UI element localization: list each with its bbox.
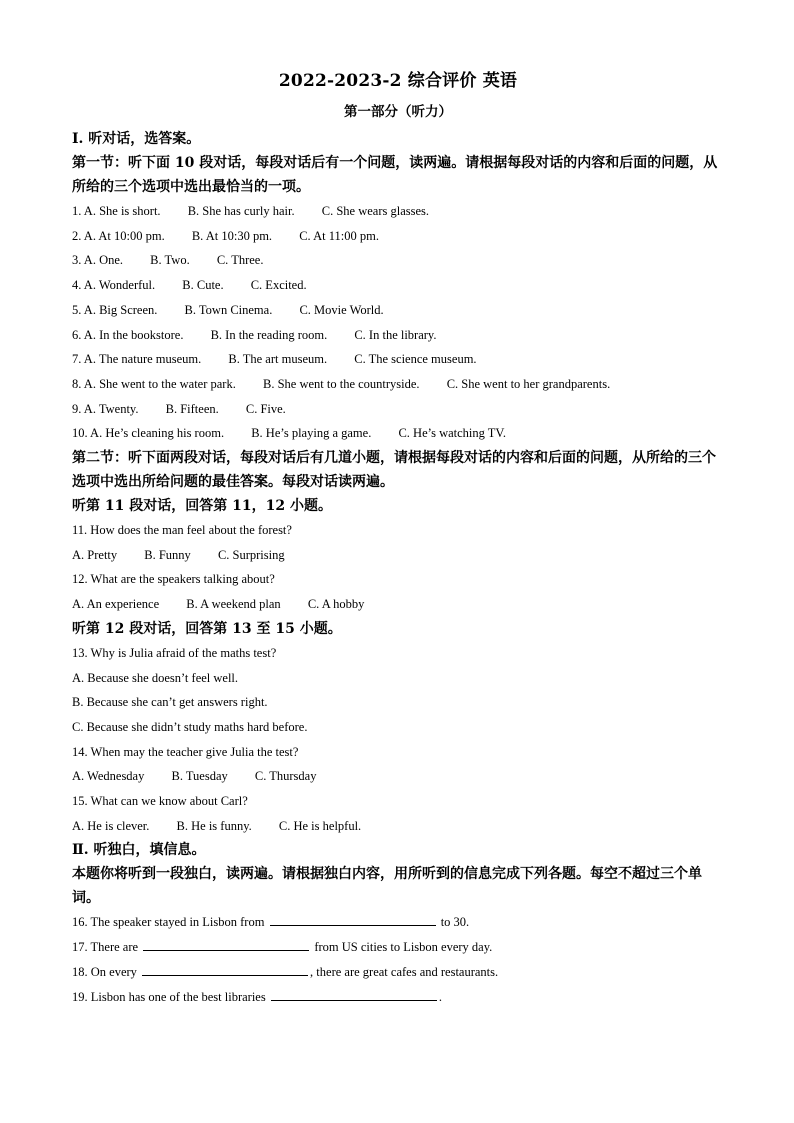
dialog-11-heading: 听第 11 段对话，回答第 11，12 小题。 — [72, 498, 332, 515]
q9-option-a: 9. A. Twenty. — [72, 401, 139, 416]
q15-option-b: B. He is funny. — [176, 818, 252, 833]
question-19 — [72, 985, 724, 1010]
q10-option-a: 10. A. He’s cleaning his room. — [72, 426, 225, 441]
q16-text-after: to 30. — [440, 915, 470, 930]
question-8 — [72, 372, 724, 397]
question-9 — [72, 397, 724, 422]
q3-option-b: B. Two. — [150, 253, 190, 268]
q19-text-after: . — [438, 989, 442, 1004]
q6-option-b: B. In the reading room. — [210, 327, 328, 342]
q10-option-c: C. He’s watching TV. — [398, 426, 506, 441]
q17-text-after: from US cities to Lisbon every day. — [314, 940, 493, 955]
dialog-12-heading: 听第 12 段对话，回答第 13 至 15 小题。 — [72, 620, 342, 637]
q4-option-b: B. Cute. — [182, 278, 224, 293]
question-14-options — [72, 764, 724, 789]
section1-instructions: 第一节：听下面 10 段对话，每段对话后有一个问题，读两遍。请根据每段对话的内容和后面的问题，从所给的三个选项中选出最恰当的一项。 — [72, 155, 718, 195]
part1-heading: Ⅰ. 听对话，选答案。 — [72, 131, 201, 147]
q11-option-c: C. Surprising — [217, 547, 285, 562]
q3-option-a: 3. A. One. — [72, 253, 124, 268]
page-subtitle: 第一部分（听力） — [344, 104, 452, 120]
q17-text-before: 17. There are — [72, 940, 139, 955]
q19-text-before: 19. Lisbon has one of the best libraries — [72, 989, 266, 1004]
q18-text-before: 18. On every — [72, 964, 137, 979]
question-3 — [72, 248, 724, 273]
q18-blank[interactable] — [142, 964, 308, 976]
q2-option-b: B. At 10:30 pm. — [191, 228, 273, 243]
q3-option-c: C. Three. — [216, 253, 264, 268]
part2-instructions: 本题你将听到一段独白，读两遍。请根据独白内容，用所听到的信息完成下列各题。每空不超过三个单词。 — [72, 866, 702, 907]
q8-option-c: C. She went to her grandparents. — [446, 376, 611, 391]
q11-option-a: A. Pretty — [72, 547, 118, 562]
q14-option-a: A. Wednesday — [72, 769, 145, 784]
q13-option-b: B. Because she can’t get answers right. — [72, 695, 268, 710]
question-11-options — [72, 543, 724, 568]
q13-option-c: C. Because she didn’t study maths hard before. — [72, 719, 308, 734]
q16-text-before: 16. The speaker stayed in Lisbon from — [72, 915, 265, 930]
q14-option-c: C. Thursday — [254, 769, 317, 784]
exam-page — [72, 66, 724, 1009]
q4-option-c: C. Excited. — [250, 278, 307, 293]
q12-option-b: B. A weekend plan — [186, 597, 281, 612]
q6-option-c: C. In the library. — [354, 327, 437, 342]
question-10 — [72, 421, 724, 446]
q1-option-b: B. She has curly hair. — [187, 204, 295, 218]
question-14: 14. When may the teacher give Julia the test? — [72, 744, 299, 759]
question-15: 15. What can we know about Carl? — [72, 794, 248, 809]
q7-option-c: C. The science museum. — [354, 352, 477, 367]
question-12-options — [72, 592, 724, 617]
q5-option-c: C. Movie World. — [299, 302, 384, 317]
q15-option-c: C. He is helpful. — [278, 818, 362, 833]
q16-blank[interactable] — [270, 914, 436, 926]
question-5 — [72, 298, 724, 323]
q7-option-b: B. The art museum. — [228, 352, 328, 367]
q8-option-b: B. She went to the countryside. — [262, 376, 420, 391]
q19-blank[interactable] — [271, 989, 437, 1001]
q5-option-b: B. Town Cinema. — [184, 302, 273, 317]
question-13: 13. Why is Julia afraid of the maths test? — [72, 645, 277, 660]
question-4 — [72, 273, 724, 298]
q13-option-a: A. Because she doesn’t feel well. — [72, 670, 239, 685]
question-2 — [72, 224, 724, 249]
question-11: 11. How does the man feel about the forest? — [72, 523, 292, 538]
q7-option-a: 7. A. The nature museum. — [72, 352, 202, 367]
q10-option-b: B. He’s playing a game. — [251, 426, 372, 441]
q2-option-c: C. At 11:00 pm. — [299, 228, 379, 243]
question-16 — [72, 910, 724, 935]
q1-option-c: C. She wears glasses. — [321, 204, 430, 218]
q2-option-a: 2. A. At 10:00 pm. — [72, 228, 165, 243]
q14-option-b: B. Tuesday — [171, 769, 228, 784]
q15-option-a: A. He is clever. — [72, 818, 150, 833]
q1-option-a: 1. A. She is short. — [72, 204, 161, 218]
question-6 — [72, 323, 724, 348]
q5-option-a: 5. A. Big Screen. — [72, 302, 158, 317]
page-title: 2022-2023-2 综合评价 英语 — [278, 71, 518, 91]
q17-blank[interactable] — [143, 939, 309, 951]
q8-option-a: 8. A. She went to the water park. — [72, 376, 236, 391]
question-15-options — [72, 814, 724, 839]
q9-option-c: C. Five. — [245, 401, 286, 416]
question-7 — [72, 347, 724, 372]
question-18 — [72, 960, 724, 985]
q12-option-a: A. An experience — [72, 597, 160, 612]
q6-option-a: 6. A. In the bookstore. — [72, 327, 184, 342]
q18-text-after: , there are great cafes and restaurants. — [310, 964, 499, 979]
part2-heading: Ⅱ. 听独白，填信息。 — [72, 842, 206, 859]
question-1 — [72, 199, 724, 224]
q11-option-b: B. Funny — [144, 547, 191, 562]
q9-option-b: B. Fifteen. — [165, 401, 219, 416]
q4-option-a: 4. A. Wonderful. — [72, 278, 156, 293]
question-12: 12. What are the speakers talking about? — [72, 572, 275, 587]
section2-instructions: 第二节：听下面两段对话，每段对话后有几道小题，请根据每段对话的内容和后面的问题，从所给的三个选项中选出所给问题的最佳答案。每段对话读两遍。 — [72, 450, 716, 491]
question-17 — [72, 935, 724, 960]
q12-option-c: C. A hobby — [307, 597, 365, 612]
